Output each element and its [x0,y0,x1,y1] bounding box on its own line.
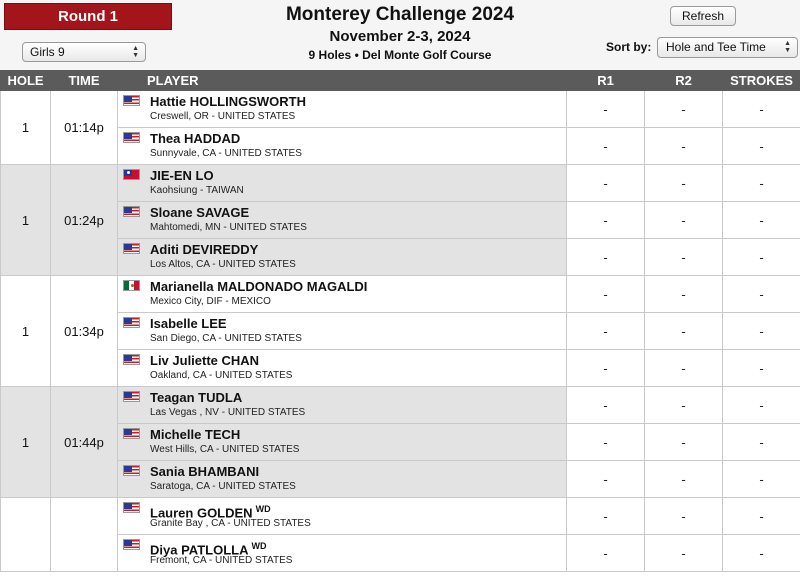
r1-score-cell: - [567,239,645,276]
us-flag-icon [123,317,140,328]
us-flag-icon [123,539,140,550]
player-name[interactable]: Thea HADDAD [150,131,241,146]
player-location: West Hills, CA - UNITED STATES [150,444,300,455]
r1-score-cell: - [567,128,645,165]
column-header-player[interactable]: PLAYER [118,71,567,91]
table-row [1,128,800,165]
sort-label: Sort by: [606,40,652,54]
player-location: Mexico City, DIF - MEXICO [150,296,271,307]
strokes-score-cell: - [723,535,800,572]
page-header [0,0,800,70]
player-location: Granite Bay , CA - UNITED STATES [150,518,311,529]
table-row [1,91,800,128]
select-arrows-icon: ▲ ▼ [132,45,139,59]
r1-score-cell: - [567,424,645,461]
table-row [1,461,800,498]
sort-select[interactable] [657,37,798,58]
column-header-r2[interactable]: R2 [645,71,723,91]
player-cell [118,461,567,498]
player-cell [118,350,567,387]
strokes-score-cell: - [723,424,800,461]
player-location: Las Vegas , NV - UNITED STATES [150,407,306,418]
hole-cell [1,498,51,572]
column-header-strokes[interactable]: STROKES [723,71,800,91]
r2-score-cell: - [645,276,723,313]
tee-time-cell: 01:44p [51,387,118,498]
player-name-container [150,316,227,332]
strokes-score-cell: - [723,276,800,313]
hole-cell: 1 [1,387,51,498]
player-name[interactable]: Sania BHAMBANI [150,464,260,479]
player-location: Los Altos, CA - UNITED STATES [150,259,296,270]
r2-score-cell: - [645,239,723,276]
r2-score-cell: - [645,202,723,239]
tee-time-cell: 01:14p [51,91,118,165]
table-row [1,165,800,202]
withdrawn-badge: WD [255,504,271,514]
results-table [0,70,800,572]
player-name[interactable]: JIE-EN LO [150,168,214,183]
player-location: San Diego, CA - UNITED STATES [150,333,302,344]
player-name-container [150,279,367,295]
player-name[interactable]: Lauren GOLDEN [150,505,253,521]
table-body [1,91,800,572]
hole-cell: 1 [1,91,51,165]
table-header-row [1,71,800,91]
player-cell [118,535,567,572]
strokes-score-cell: - [723,350,800,387]
r2-score-cell: - [645,535,723,572]
strokes-score-cell: - [723,498,800,535]
column-header-r1[interactable]: R1 [567,71,645,91]
column-header-hole[interactable]: HOLE [1,71,51,91]
player-name-container [150,427,240,443]
withdrawn-badge: WD [251,541,267,551]
us-flag-icon [123,502,140,513]
player-name[interactable]: Marianella MALDONADO MAGALDI [150,279,368,294]
strokes-score-cell: - [723,461,800,498]
player-name[interactable]: Diya PATLOLLA [150,542,249,558]
table-row [1,498,800,535]
player-name[interactable]: Isabelle LEE [150,316,227,331]
player-name-container [150,353,259,369]
strokes-score-cell: - [723,387,800,424]
taiwan-flag-icon [123,169,140,180]
player-location: Mahtomedi, MN - UNITED STATES [150,222,307,233]
player-cell [118,239,567,276]
player-name[interactable]: Teagan TUDLA [150,390,243,405]
us-flag-icon [123,391,140,402]
r2-score-cell: - [645,350,723,387]
player-name[interactable]: Liv Juliette CHAN [150,353,260,368]
hole-cell: 1 [1,165,51,276]
player-name-container [150,131,240,147]
r1-score-cell: - [567,202,645,239]
player-cell [118,424,567,461]
table-row [1,239,800,276]
player-name-container [150,205,249,221]
player-cell [118,276,567,313]
player-name-container [150,464,259,480]
us-flag-icon [123,428,140,439]
player-name[interactable]: Hattie HOLLINGSWORTH [150,94,306,109]
r1-score-cell: - [567,165,645,202]
player-location: Sunnyvale, CA - UNITED STATES [150,148,302,159]
r1-score-cell: - [567,91,645,128]
r1-score-cell: - [567,498,645,535]
player-location: Creswell, OR - UNITED STATES [150,111,296,122]
column-header-time[interactable]: TIME [51,71,118,91]
r1-score-cell: - [567,313,645,350]
select-arrows-icon: ▲ ▼ [784,40,791,54]
sort-value: Hole and Tee Time [666,40,766,54]
table-row [1,202,800,239]
page-title: Monterey Challenge 2024 [285,4,515,25]
us-flag-icon [123,206,140,217]
r2-score-cell: - [645,91,723,128]
tee-time-cell: 01:24p [51,165,118,276]
player-location: Fremont, CA - UNITED STATES [150,555,293,566]
us-flag-icon [123,95,140,106]
us-flag-icon [123,354,140,365]
r1-score-cell: - [567,276,645,313]
player-cell [118,202,567,239]
table-row [1,350,800,387]
player-name-container [150,390,242,406]
player-name-container [150,168,214,184]
r2-score-cell: - [645,387,723,424]
r2-score-cell: - [645,313,723,350]
player-name-container [150,94,306,110]
player-name[interactable]: Sloane SAVAGE [150,205,250,220]
event-dates: November 2-3, 2024 [329,28,471,45]
table-row [1,313,800,350]
r1-score-cell: - [567,350,645,387]
division-value: Girls 9 [30,45,65,59]
r2-score-cell: - [645,498,723,535]
table-row [1,276,800,313]
strokes-score-cell: - [723,128,800,165]
player-cell [118,387,567,424]
hole-cell: 1 [1,276,51,387]
player-name[interactable]: Aditi DEVIREDDY [150,242,259,257]
player-location: Kaohsiung - TAIWAN [150,185,244,196]
strokes-score-cell: - [723,91,800,128]
r1-score-cell: - [567,461,645,498]
player-cell [118,128,567,165]
tee-time-cell: 01:34p [51,276,118,387]
player-cell [118,498,567,535]
strokes-score-cell: - [723,165,800,202]
player-location: Saratoga, CA - UNITED STATES [150,481,296,492]
player-cell [118,313,567,350]
refresh-button[interactable]: Refresh [670,6,736,26]
table-row [1,535,800,572]
us-flag-icon [123,132,140,143]
table-row [1,424,800,461]
r1-score-cell: - [567,535,645,572]
player-name-container [150,242,258,258]
table-row [1,387,800,424]
strokes-score-cell: - [723,313,800,350]
mexico-flag-icon [123,280,140,291]
player-cell [118,91,567,128]
player-name[interactable]: Michelle TECH [150,427,241,442]
player-cell [118,165,567,202]
r1-score-cell: - [567,387,645,424]
player-location: Oakland, CA - UNITED STATES [150,370,293,381]
r2-score-cell: - [645,165,723,202]
tee-time-cell [51,498,118,572]
r2-score-cell: - [645,424,723,461]
us-flag-icon [123,243,140,254]
r2-score-cell: - [645,128,723,165]
r2-score-cell: - [645,461,723,498]
us-flag-icon [123,465,140,476]
strokes-score-cell: - [723,202,800,239]
strokes-score-cell: - [723,239,800,276]
event-venue: 9 Holes • Del Monte Golf Course [308,48,492,62]
round-tab[interactable]: Round 1 [4,3,172,30]
